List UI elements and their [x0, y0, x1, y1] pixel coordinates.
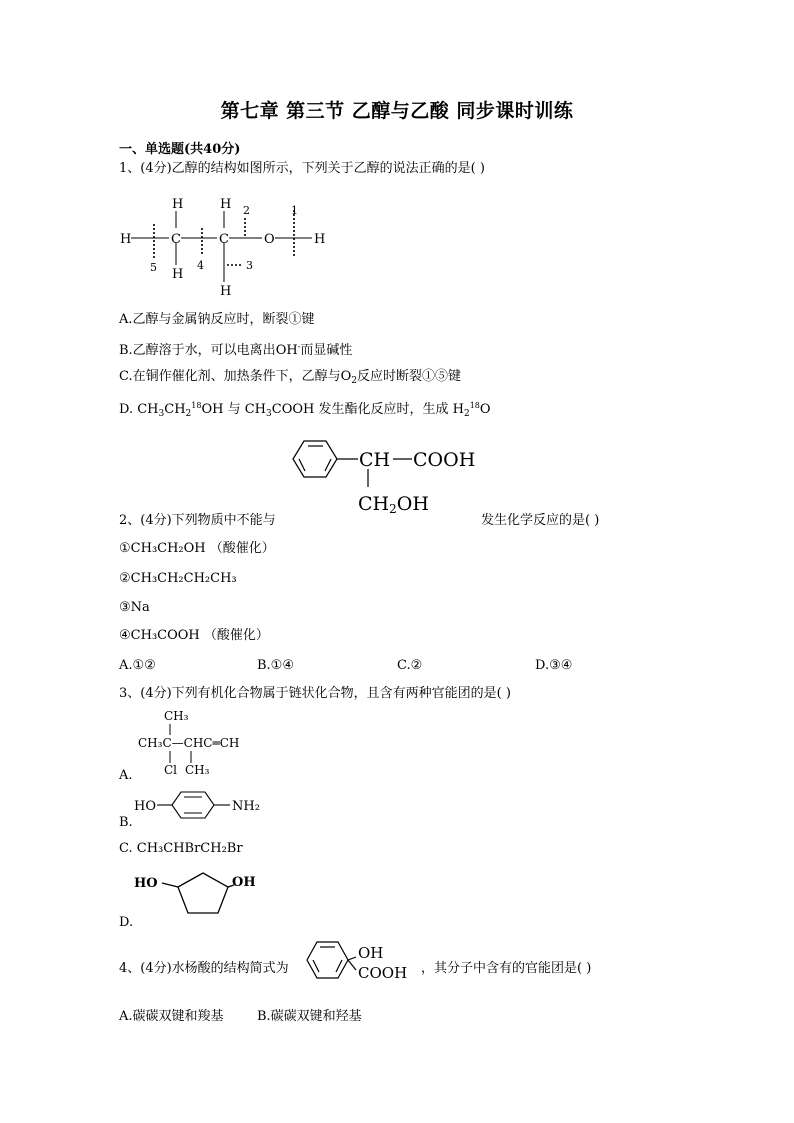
q3-option-b-label: B.: [119, 815, 133, 830]
q2-item-2: ②CH₃CH₂CH₂CH₃: [119, 571, 237, 586]
group-nh2: NH₂: [232, 799, 260, 814]
atom-c2: C: [219, 232, 229, 247]
atom-h-right: H: [314, 232, 326, 247]
group-ch3-bottom: CH₃: [185, 763, 210, 777]
ethanol-structure-figure: [118, 194, 333, 300]
q3-option-a-label: A.: [119, 768, 133, 783]
q1-option-c: C.在铜作催化剂、加热条件下，乙醇与$O_2$反应时断裂①⑤键: [119, 369, 462, 386]
atom-c1: C: [171, 232, 181, 247]
atom-h-left: H: [120, 232, 132, 247]
q1-option-a: A.乙醇与金属钠反应时，断裂①键: [119, 312, 315, 327]
bond-label-3: 3: [246, 259, 253, 272]
bond-label-1: 1: [291, 204, 298, 217]
q4-stem-prefix: 4、(4分)水杨酸的结构简式为: [119, 961, 289, 976]
q1-option-d: D. $CH_3CH_2^{18}OH$ 与 $CH_3COOH$ 发生酯化反应时，生成 $H_2^{18}O$: [119, 401, 491, 419]
tropic-acid-structure-figure: [288, 432, 483, 517]
q2-item-1: ①CH₃CH₂OH （酸催化）: [119, 541, 275, 556]
q3-option-c: C. CH₃CHBrCH₂Br: [119, 841, 243, 856]
atom-h-c2-bottom: H: [220, 284, 232, 299]
bond-label-5: 5: [150, 261, 157, 274]
q2-item-3: ③Na: [119, 600, 150, 615]
q4-option-b: B.碳碳双键和羟基: [257, 1009, 362, 1024]
bond-label-2: 2: [243, 204, 250, 217]
q2-option-b: B.①④: [257, 658, 294, 673]
main-chain: CH₃C—CHC═CH: [138, 736, 240, 750]
group-oh: OH: [358, 944, 384, 962]
q3-option-d-label: D.: [119, 915, 134, 930]
q2-stem-suffix: 发生化学反应的是( ): [481, 513, 600, 528]
group-ho: HO: [134, 799, 156, 814]
group-cooh: COOH: [358, 964, 408, 982]
group-ch2oh: CH2OH: [358, 493, 429, 516]
section-heading: 一、单选题(共40分): [119, 142, 241, 157]
salicylic-acid-structure-figure: [304, 936, 419, 988]
atom-o: O: [264, 232, 275, 247]
q4-option-a: A.碳碳双键和羧基: [119, 1009, 224, 1024]
bond-label-4: 4: [197, 259, 204, 272]
group-ch3-top: CH₃: [164, 709, 189, 723]
q1-stem: 1、(4分)乙醇的结构如图所示，下列关于乙醇的说法正确的是( ): [119, 161, 485, 176]
q2-option-c: C.②: [397, 658, 423, 673]
atom-h-c1-bottom: H: [172, 267, 184, 282]
q3-option-d-structure: [132, 867, 264, 917]
q2-option-d: D.③④: [535, 658, 573, 673]
group-ho-left: HO: [134, 876, 158, 891]
q3-stem: 3、(4分)下列有机化合物属于链状化合物，且含有两种官能团的是( ): [119, 686, 511, 701]
page-title: 第七章 第三节 乙醇与乙酸 同步课时训练: [220, 100, 574, 122]
group-cooh: COOH: [413, 449, 476, 471]
q3-option-b-structure: [132, 790, 267, 822]
group-cl: Cl: [164, 763, 178, 777]
q2-stem-prefix: 2、(4分)下列物质中不能与: [119, 513, 276, 528]
group-ch: CH: [359, 449, 391, 471]
q3-option-a-structure: [136, 707, 261, 779]
q1-option-b: B.乙醇溶于水，可以电离出OH-而显碱性: [119, 342, 353, 358]
group-oh-right: OH: [232, 875, 256, 890]
atom-h-c1-top: H: [172, 197, 184, 212]
atom-h-c2-top: H: [220, 197, 232, 212]
q4-stem-suffix: ，其分子中含有的官能团是( ): [421, 961, 592, 976]
q2-item-4: ④CH₃COOH （酸催化）: [119, 628, 269, 643]
q2-option-a: A.①②: [119, 658, 156, 673]
